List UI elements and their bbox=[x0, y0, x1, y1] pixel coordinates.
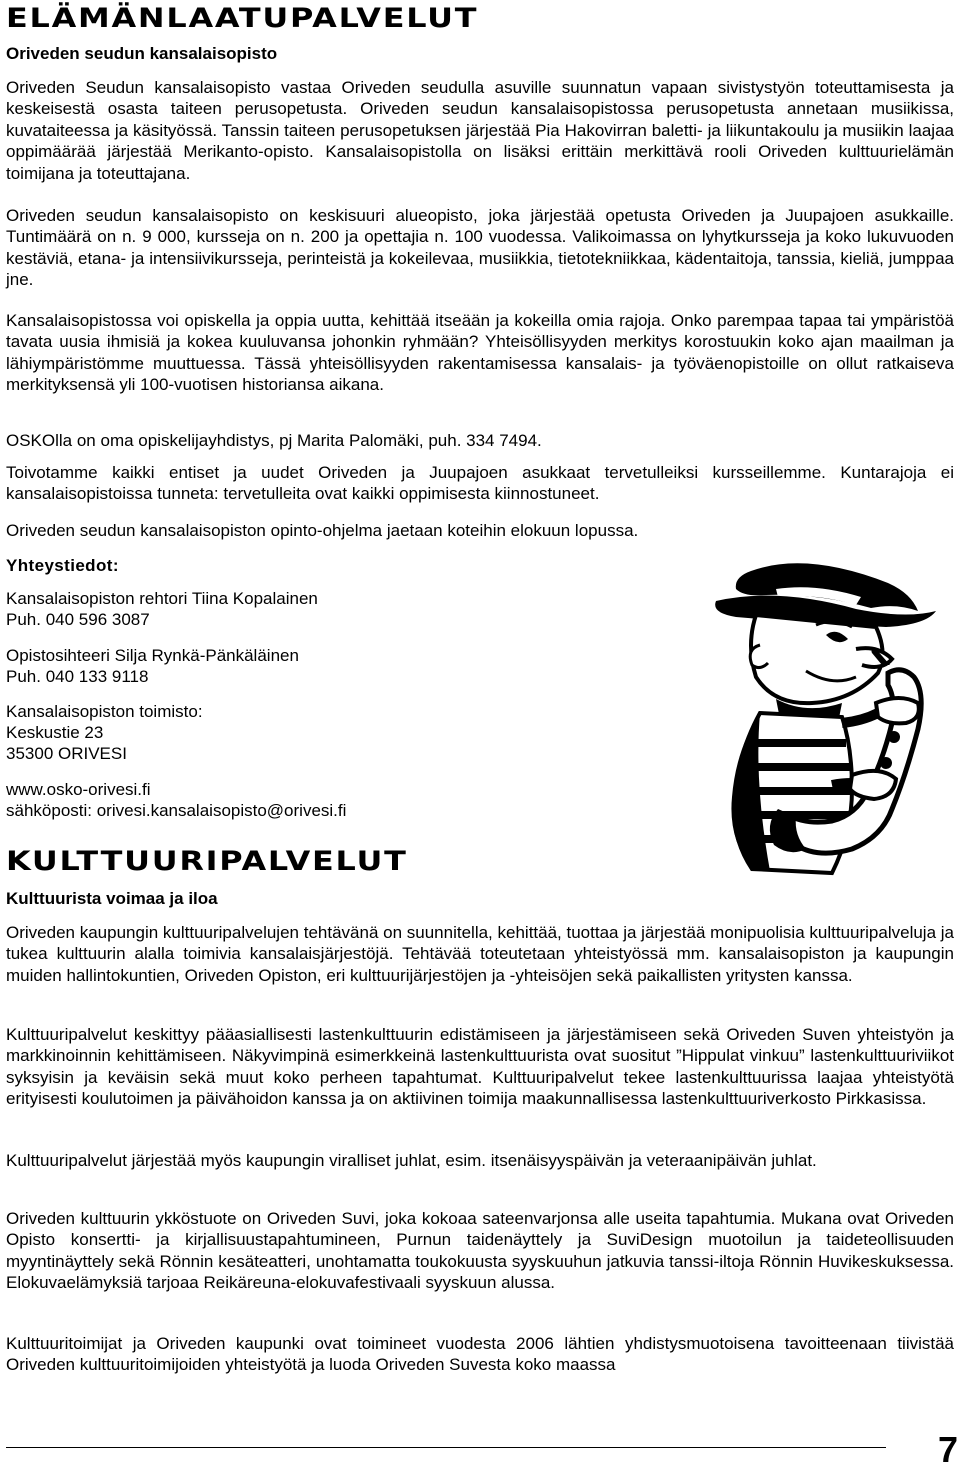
paragraph: Oriveden kulttuurin ykköstuote on Oriveden Suvi, joka kokoaa sateenvarjonsa alle useita tapahtumia. Mukana ovat Oriveden Opisto konsertti- ja kirjallisuustapahtumineen, Purnun taidenäyttely ja SuviDesign muotoilun ja taideteollisuuden myyntinäyttely sekä Rönnin kesäteatteri, unohtamatta toukokuusta syyskuuhun jatkuvia tanssi-iltoja Rönnin Huvikeskuksessa. Elokuvaelämyksiä tarjoaa Reikäreuna-elokuvafestivaali syyskuun alussa. bbox=[6, 1209, 954, 1293]
paragraph: OSKOlla on oma opiskelijayhdistys, pj Marita Palomäki, puh. 334 7494. bbox=[6, 431, 542, 450]
paragraph: Oriveden Seudun kansalaisopisto vastaa Oriveden seudulla asuville suunnatun vapaan sivistystyön toteuttamisesta ja keskeisestä osasta taiteen perusopetusta. Oriveden seudun kansalaisopistossa perusopetusta annetaan musiikissa, kuvataiteessa ja käsityössä. Tanssin taiteen perusopetuksen järjestää Pia Hakovirran baletti- ja liikuntakoulu ja musiikin laajaa oppimäärää järjestää Merikanto-opisto. Kansalaisopistolla on lisäksi erittäin merkittävä rooli Oriveden kulttuurielämän toimijana ja toteuttajana. bbox=[6, 78, 954, 183]
paragraph: Toivotamme kaikki entiset ja uudet Oriveden ja Juupajoen asukkaat tervetulleiksi kursseillemme. Kuntarajoja ei kansalaisopistoissa tunneta: tervetulleita ovat kaikki oppimisesta kiinnostuneet. bbox=[6, 463, 954, 504]
contact-opistosihteeri: Opistosihteeri Silja Rynkä-Pänkäläinen Puh. 040 133 9118 bbox=[6, 646, 299, 686]
paragraph: Kulttuuripalvelut keskittyy pääasiallisesti lastenkulttuurin edistämiseen ja järjestämiseen sekä Oriveden Suven yhteistyön ja markkinoinnin kehittämiseen. Näkyvimpinä esimerkkeinä lastenkulttuurista ovat suositut ”Hippulat vinkuu” lastenkulttuuriviikot syksyisin ja keväisin sekä muut koko perheen tapahtumat. Kulttuuripalvelut tekee lastenkulttuurissa laajaa yhteistyötä erityisesti koulutoimen ja päivähoidon kanssa ja on aktiivinen toimija maakunnallisessa lastenkulttuuriverkosto Pirkkasissa. bbox=[6, 1025, 954, 1109]
contact-rehtori: Kansalaisopiston rehtori Tiina Kopalainen Puh. 040 596 3087 bbox=[6, 589, 318, 629]
paragraph: Kulttuuripalvelut järjestää myös kaupungin viralliset juhlat, esim. itsenäisyyspäivän ja veteraanipäivän juhlat. bbox=[6, 1151, 817, 1170]
contact-web-email: www.osko-orivesi.fi sähköposti: orivesi.kansalaisopisto@orivesi.fi bbox=[6, 780, 347, 820]
page-number: 7 bbox=[937, 1429, 958, 1470]
paragraph: Kulttuuritoimijat ja Oriveden kaupunki ovat toimineet vuodesta 2006 lähtien yhdistysmuotoisena tavoitteenaan tiivistää Oriveden kulttuuritoimijoiden yhteistyötä ja luoda Oriveden Suvesta koko maassa bbox=[6, 1334, 954, 1375]
section-title-kulttuuripalvelut: KULTTUURIPALVELUT bbox=[6, 846, 408, 877]
subtitle-kulttuurista-voimaa: Kulttuurista voimaa ja iloa bbox=[6, 889, 218, 908]
paragraph: Oriveden kaupungin kulttuuripalvelujen tehtävänä on suunnitella, kehittää, tuottaa ja järjestää monipuolisia kulttuuripalveluja ja tukea kulttuurin alalla toimivia kansalaisjärjestöjä. Tehtävää toteutetaan yhteistyössä mm. kansalaisopiston ja kaupungin muiden hallintokuntien, Oriveden Opiston, eri kulttuurijärjestöjen ja -yhteisöjen sekä paikallisten yritysten kanssa. bbox=[6, 923, 954, 985]
contact-toimisto: Kansalaisopiston toimisto: Keskustie 23 35300 ORIVESI bbox=[6, 702, 203, 763]
footer-divider bbox=[6, 1447, 886, 1448]
subtitle-kansalaisopisto: Oriveden seudun kansalaisopisto bbox=[6, 44, 278, 63]
contacts-heading: Yhteystiedot: bbox=[6, 556, 119, 575]
paragraph: Oriveden seudun kansalaisopisto on keskisuuri alueopisto, joka järjestää opetusta Oriveden ja Juupajoen asukkaille. Tuntimäärä on n. 9 000, kursseja on n. 200 ja opettajia n. 100 vuodessa. Valikoimassa on lyhytkursseja ja koko lukuvuoden kestäviä, etana- ja intensiivikursseja, perinteistä ja kokeilevaa, musiikkia, tietotekniikkaa, kädentaitoja, tanssia, kieliä, jumppaa jne. bbox=[6, 206, 954, 290]
section-title-elamanlaatupalvelut: ELÄMÄNLAATUPALVELUT bbox=[6, 3, 479, 34]
paragraph: Oriveden seudun kansalaisopiston opinto-ohjelma jaetaan koteihin elokuun lopussa. bbox=[6, 521, 639, 540]
paragraph: Kansalaisopistossa voi opiskella ja oppia uutta, kehittää itseään ja kokeilla omia rajoja. Onko parempaa tapaa tai ympäristöä tavata uusia ihmisiä ja kokea kuuluvansa johonkin ryhmään? Yhteisöllisyyden merkitys korostuukin koko ajan maailman ja lähiympäristömme muuttuessa. Tässä yhteisöllisyyden rakentamisessa kansalais- ja työväenopistoille on ollut ratkaiseva merkityksensä yli 100-vuotisen historiansa aikana. bbox=[6, 311, 954, 395]
saxophone-player-icon bbox=[656, 553, 956, 893]
